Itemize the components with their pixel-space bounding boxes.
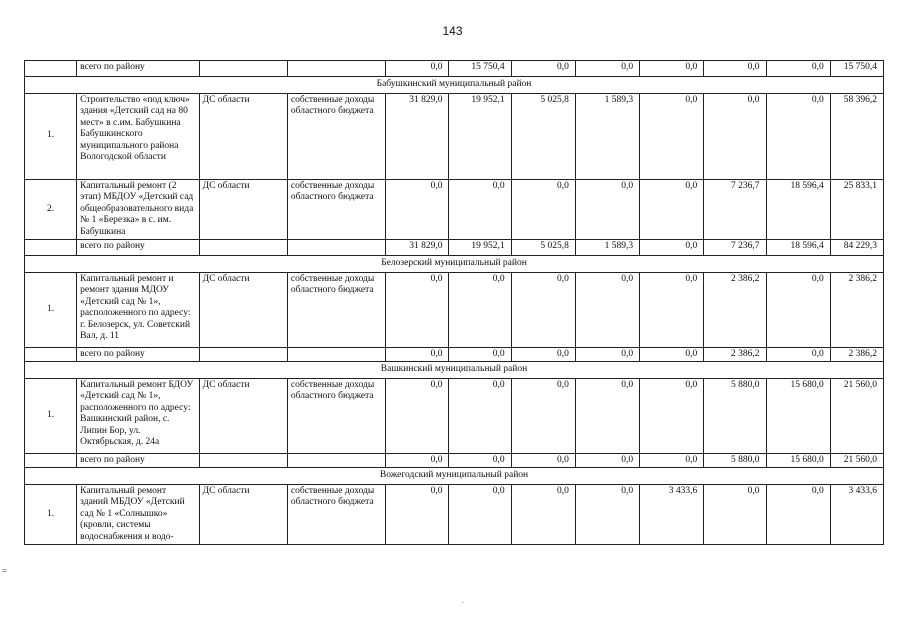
amount-cell: 2 386,2 [704, 272, 766, 347]
total-label-cell: всего по району [77, 453, 199, 468]
amount-cell: 0,0 [511, 272, 575, 347]
amount-cell: 7 236,7 [704, 179, 766, 240]
source-cell [287, 347, 385, 362]
amount-cell: 5 025,8 [511, 93, 575, 179]
amount-cell: 18 596,4 [766, 179, 830, 240]
total-label-cell: всего по району [77, 240, 199, 256]
amount-cell: 21 560,0 [830, 453, 883, 468]
amount-cell: 15 750,4 [449, 61, 511, 77]
object-row [25, 272, 884, 347]
amount-cell: 0,0 [386, 179, 449, 240]
amount-cell: 31 829,0 [386, 240, 449, 256]
funding-source-cell: собственные доходы областного бюджета [287, 484, 385, 545]
amount-cell: 0,0 [386, 484, 449, 545]
funding-source-cell: собственные доходы областного бюджета [287, 378, 385, 453]
customer-cell [199, 347, 287, 362]
object-row [25, 484, 884, 545]
page-number: 143 [442, 24, 463, 38]
amount-cell: 0,0 [511, 179, 575, 240]
row-number-cell: 1. [25, 484, 77, 545]
amount-cell: 0,0 [449, 484, 511, 545]
amount-cell: 0,0 [575, 61, 639, 77]
amount-cell: 0,0 [511, 347, 575, 362]
amount-cell: 0,0 [766, 347, 830, 362]
customer-cell: ДС области [199, 93, 287, 179]
amount-cell: 0,0 [640, 378, 704, 453]
row-number-cell: 1. [25, 93, 77, 179]
district-header-row [25, 256, 884, 273]
margin-mark: = [2, 566, 8, 576]
amount-cell: 7 236,7 [704, 240, 766, 256]
amount-cell: 0,0 [640, 179, 704, 240]
customer-cell: ДС области [199, 378, 287, 453]
district-title: Вашкинский муниципальный район [25, 362, 884, 379]
district-title: Вожегодский муниципальный район [25, 468, 884, 485]
amount-cell: 0,0 [575, 453, 639, 468]
amount-cell: 15 750,4 [830, 61, 883, 77]
amount-cell: 0,0 [449, 347, 511, 362]
amount-cell: 0,0 [386, 453, 449, 468]
funding-source-cell: собственные доходы областного бюджета [287, 179, 385, 240]
object-name-cell: Капитальный ремонт и ремонт здания МДОУ «Детский сад № 1», расположенного по адресу: г. Белозерск, ул. Советский Вал, д. 11 [77, 272, 199, 347]
amount-cell: 0,0 [640, 240, 704, 256]
amount-cell: 0,0 [640, 61, 704, 77]
amount-cell: 2 386,2 [704, 347, 766, 362]
customer-cell [199, 61, 287, 77]
amount-cell: 18 596,4 [766, 240, 830, 256]
amount-cell: 0,0 [386, 61, 449, 77]
amount-cell: 19 952,1 [449, 240, 511, 256]
amount-cell: 0,0 [766, 93, 830, 179]
amount-cell: 0,0 [575, 347, 639, 362]
amount-cell: 0,0 [640, 272, 704, 347]
amount-cell: 0,0 [766, 272, 830, 347]
amount-cell: 0,0 [766, 484, 830, 545]
amount-cell: 5 025,8 [511, 240, 575, 256]
amount-cell: 21 560,0 [830, 378, 883, 453]
amount-cell: 0,0 [704, 61, 766, 77]
district-total-row [25, 240, 884, 256]
customer-cell: ДС области [199, 272, 287, 347]
amount-cell: 0,0 [386, 378, 449, 453]
row-number-cell: 2. [25, 179, 77, 240]
row-number-cell [25, 453, 77, 468]
amount-cell: 0,0 [511, 378, 575, 453]
budget-table [24, 60, 884, 545]
amount-cell: 1 589,3 [575, 93, 639, 179]
amount-cell: 84 229,3 [830, 240, 883, 256]
amount-cell: 0,0 [640, 93, 704, 179]
row-number-cell [25, 61, 77, 77]
amount-cell: 0,0 [704, 93, 766, 179]
source-cell [287, 61, 385, 77]
object-name-cell: Капитальный ремонт (2 этап) МБДОУ «Детский сад общеобразовательного вида № 1 «Березка» в с. им. Бабушкина [77, 179, 199, 240]
row-number-cell: 1. [25, 272, 77, 347]
customer-cell: ДС области [199, 179, 287, 240]
amount-cell: 0,0 [575, 378, 639, 453]
object-name-cell: Капитальный ремонт зданий МБДОУ «Детский сад № 1 «Солнышко» (кровли, системы водоснабжения и водо- [77, 484, 199, 545]
funding-source-cell: собственные доходы областного бюджета [287, 93, 385, 179]
district-total-row [25, 453, 884, 468]
object-row [25, 378, 884, 453]
amount-cell: 1 589,3 [575, 240, 639, 256]
row-number-cell [25, 347, 77, 362]
row-number-cell [25, 240, 77, 256]
amount-cell: 0,0 [575, 272, 639, 347]
amount-cell: 5 880,0 [704, 378, 766, 453]
amount-cell: 15 680,0 [766, 378, 830, 453]
amount-cell: 3 433,6 [830, 484, 883, 545]
scan-speck: . [462, 596, 464, 605]
table-body [25, 61, 884, 545]
amount-cell: 31 829,0 [386, 93, 449, 179]
amount-cell: 15 680,0 [766, 453, 830, 468]
district-header-row [25, 77, 884, 94]
amount-cell: 0,0 [386, 347, 449, 362]
amount-cell: 0,0 [386, 272, 449, 347]
row-number-cell: 1. [25, 378, 77, 453]
source-cell [287, 453, 385, 468]
amount-cell: 0,0 [575, 179, 639, 240]
amount-cell: 25 833,1 [830, 179, 883, 240]
district-title: Белозерский муниципальный район [25, 256, 884, 273]
object-name-cell: Строительство «под ключ» здания «Детский сад на 80 мест» в с.им. Бабушкина Бабушкинского муниципального района Вологодской области [77, 93, 199, 179]
customer-cell: ДС области [199, 484, 287, 545]
amount-cell: 0,0 [704, 484, 766, 545]
funding-source-cell: собственные доходы областного бюджета [287, 272, 385, 347]
amount-cell: 0,0 [640, 347, 704, 362]
amount-cell: 3 433,6 [640, 484, 704, 545]
customer-cell [199, 240, 287, 256]
amount-cell: 0,0 [511, 484, 575, 545]
district-title: Бабушкинский муниципальный район [25, 77, 884, 94]
amount-cell: 58 396,2 [830, 93, 883, 179]
district-total-row [25, 61, 884, 77]
total-label-cell: всего по району [77, 347, 199, 362]
amount-cell: 2 386,2 [830, 272, 883, 347]
district-total-row [25, 347, 884, 362]
amount-cell: 0,0 [575, 484, 639, 545]
customer-cell [199, 453, 287, 468]
total-label-cell: всего по району [77, 61, 199, 77]
amount-cell: 2 386,2 [830, 347, 883, 362]
object-name-cell: Капитальный ремонт БДОУ «Детский сад № 1», расположенного по адресу: Вашкинский район, с. Липин Бор, ул. Октябрьская, д. 24а [77, 378, 199, 453]
amount-cell: 0,0 [511, 61, 575, 77]
amount-cell: 5 880,0 [704, 453, 766, 468]
object-row [25, 93, 884, 179]
amount-cell: 0,0 [511, 453, 575, 468]
amount-cell: 19 952,1 [449, 93, 511, 179]
amount-cell: 0,0 [640, 453, 704, 468]
amount-cell: 0,0 [449, 453, 511, 468]
district-header-row [25, 468, 884, 485]
amount-cell: 0,0 [766, 61, 830, 77]
object-row [25, 179, 884, 240]
amount-cell: 0,0 [449, 378, 511, 453]
amount-cell: 0,0 [449, 272, 511, 347]
source-cell [287, 240, 385, 256]
district-header-row [25, 362, 884, 379]
amount-cell: 0,0 [449, 179, 511, 240]
